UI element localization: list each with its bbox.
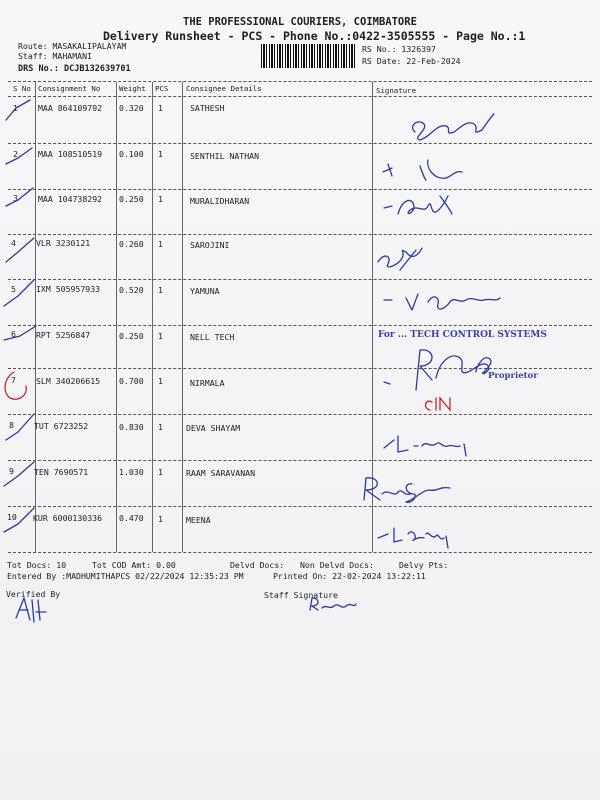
row-consignee: SATHESH	[190, 103, 225, 113]
company-name: THE PROFESSIONAL COURIERS, COIMBATORE	[183, 16, 417, 28]
tick-mark	[4, 326, 36, 340]
row-consignment: MAA 108510519	[38, 149, 103, 159]
printed-on: Printed On: 22-02-2024 13:22:11	[273, 571, 426, 581]
row-sno: 4	[11, 238, 16, 248]
signature-row-4	[378, 248, 422, 270]
row-sno: 2	[13, 149, 18, 159]
row-consignee: DEVA SHAYAM	[186, 423, 241, 433]
red-ink-mark	[426, 398, 450, 410]
row-sno: 1	[13, 103, 18, 113]
row-consignee: YAMUNA	[190, 286, 220, 296]
row-consignment: SLM 340206615	[36, 376, 101, 386]
row-sno: 8	[9, 420, 14, 430]
tick-mark	[6, 414, 34, 440]
row-sno: 5	[11, 284, 16, 294]
row-weight: 1.030	[119, 467, 144, 477]
row-consignment: MAA 104738292	[38, 194, 103, 204]
row-pcs: 1	[158, 514, 163, 524]
rs-number: RS No.: 1326397	[362, 44, 436, 54]
entered-by: Entered By :MADHUMITHAPCS 02/22/2024 12:35:23 PM	[7, 571, 244, 581]
signature-row-2	[383, 160, 462, 180]
row-weight: 0.250	[119, 194, 144, 204]
row-sno: 10	[7, 512, 17, 522]
row-weight: 0.250	[119, 331, 144, 341]
row-weight: 0.100	[119, 149, 144, 159]
row-sno: 3	[13, 193, 18, 203]
proprietor-stamp: Proprietor	[488, 371, 538, 381]
staff-signature-label: Staff Signature	[264, 590, 338, 600]
drs-number: DRS No.: DCJB132639701	[18, 64, 131, 74]
tick-mark	[4, 462, 34, 486]
row-consignment: TEN 7690571	[34, 467, 89, 477]
delivered-docs: Delvd Docs:	[230, 560, 285, 570]
row-weight: 0.320	[119, 103, 144, 113]
col-sno: S No	[13, 84, 31, 93]
runsheet-title: Delivery Runsheet - PCS - Phone No.:0422-3505555 - Page No.:1	[103, 29, 526, 43]
col-consignment: Consignment No	[38, 84, 101, 93]
row-consignment: RPT 5256847	[36, 330, 91, 340]
company-stamp: For ... TECH CONTROL SYSTEMS	[378, 330, 547, 340]
row-pcs: 1	[158, 467, 163, 477]
row-pcs: 1	[158, 376, 163, 386]
tick-mark	[6, 238, 34, 262]
row-pcs: 1	[158, 149, 163, 159]
verified-by-label: Verified By	[6, 589, 61, 599]
row-weight: 0.700	[119, 376, 144, 386]
red-circle-mark	[5, 372, 26, 399]
non-delivered-docs: Non Delvd Docs:	[300, 560, 374, 570]
row-consignee: NIRMALA	[190, 378, 225, 388]
tick-mark	[4, 508, 34, 532]
rs-date: RS Date: 22-Feb-2024	[362, 56, 461, 66]
row-consignee: MEENA	[186, 515, 211, 525]
row-consignment: IXM 505957933	[36, 284, 101, 294]
row-pcs: 1	[158, 285, 163, 295]
row-weight: 0.830	[119, 422, 144, 432]
delivery-points: Delvy Pts:	[399, 560, 449, 570]
signature-row-6	[384, 350, 491, 390]
tick-mark	[6, 188, 33, 206]
row-consignment: TUT 6723252	[34, 421, 89, 431]
col-consignee: Consignee Details	[186, 84, 262, 93]
signature-row-5	[384, 294, 500, 310]
tick-mark	[6, 100, 30, 120]
row-pcs: 1	[158, 194, 163, 204]
staff-signature	[310, 598, 356, 610]
col-signature: Signature	[376, 86, 417, 95]
total-cod-amount: Tot COD Amt: 0.00	[92, 560, 176, 570]
row-sno: 9	[9, 466, 14, 476]
row-consignment: KUR 6000130336	[33, 513, 103, 523]
signature-row-1	[413, 114, 494, 140]
route: Route: MASAKALIPALAYAM	[18, 41, 127, 51]
row-consignee: NELL TECH	[190, 332, 235, 342]
row-weight: 0.520	[119, 285, 144, 295]
signature-row-3	[384, 196, 452, 214]
row-weight: 0.260	[119, 239, 144, 249]
staff: Staff: MAHAMANI	[18, 51, 92, 61]
row-consignee: MURALIDHARAN	[190, 196, 250, 206]
signature-row-8	[384, 436, 466, 456]
verified-by-signature	[16, 598, 46, 622]
row-pcs: 1	[158, 103, 163, 113]
tick-mark	[4, 280, 34, 306]
row-consignment: VLR 3230121	[36, 238, 91, 248]
row-pcs: 1	[158, 422, 163, 432]
row-consignment: MAA 864109792	[38, 103, 103, 113]
signature-row-9	[364, 478, 450, 503]
row-sno: 7	[11, 375, 16, 385]
tick-mark	[6, 148, 32, 164]
row-consignee: SAROJINI	[190, 240, 230, 250]
row-pcs: 1	[158, 331, 163, 341]
col-pcs: PCS	[155, 84, 169, 93]
signature-row-10	[378, 528, 448, 548]
row-sno: 6	[11, 329, 16, 339]
total-docs: Tot Docs: 10	[7, 560, 67, 570]
row-consignee: RAAM SARAVANAN	[186, 468, 256, 478]
row-weight: 0.470	[119, 513, 144, 523]
row-pcs: 1	[158, 239, 163, 249]
row-consignee: SENTHIL NATHAN	[190, 151, 260, 161]
col-weight: Weight	[119, 84, 146, 93]
